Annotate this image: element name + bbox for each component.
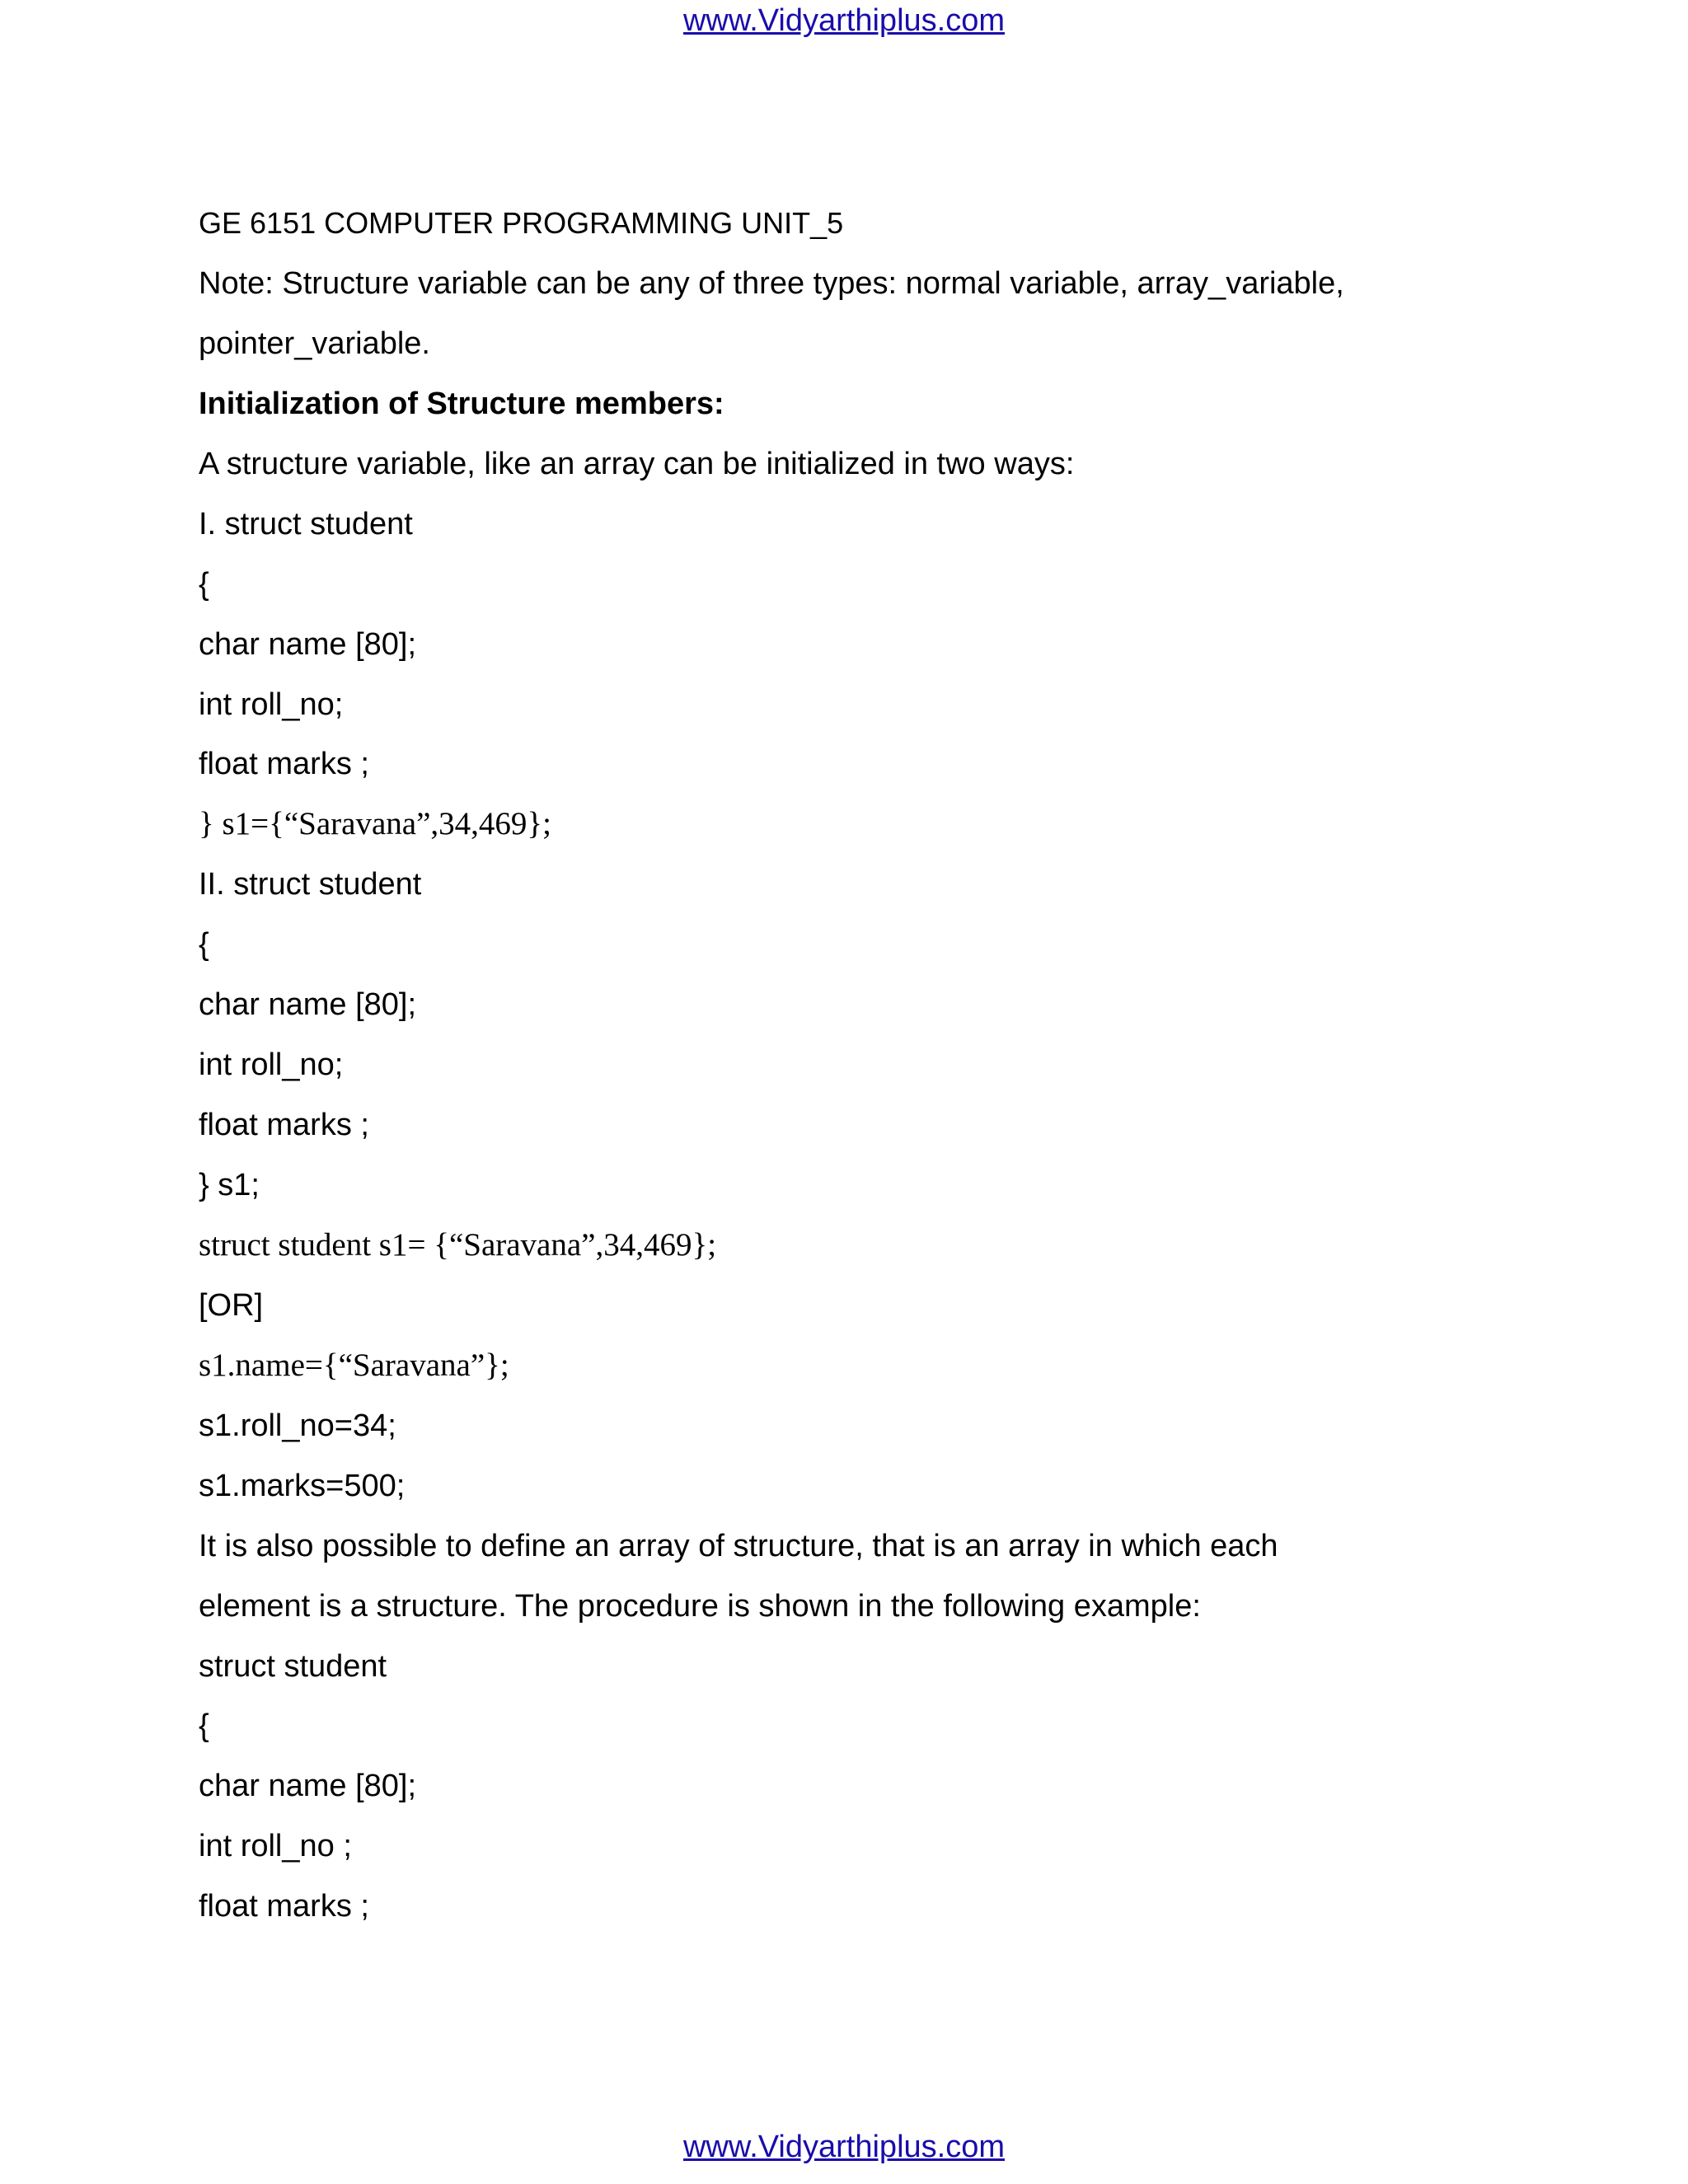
code-line: I. struct student (199, 506, 413, 541)
code-line: char name [80]; (199, 626, 417, 662)
code-line: int roll_no; (199, 687, 344, 722)
code-line: s1.marks=500; (199, 1468, 406, 1503)
text-line: [OR] (199, 1287, 264, 1323)
code-line: float marks ; (199, 1889, 369, 1924)
code-line: s1.roll_no=34; (199, 1408, 396, 1443)
code-line: II. struct student (199, 867, 422, 902)
footer-site-link[interactable]: www.Vidyarthiplus.com (682, 2130, 1005, 2164)
code-line: char name [80]; (199, 1769, 417, 1804)
code-line: { (199, 1708, 209, 1744)
header-site-link[interactable]: www.Vidyarthiplus.com (682, 3, 1005, 38)
code-line: float marks ; (199, 1108, 369, 1143)
code-line: { (199, 927, 209, 963)
note-line-2: pointer_variable. (199, 326, 430, 361)
code-line: struct student s1= {“Saravana”,34,469}; (199, 1226, 717, 1263)
text-line: element is a structure. The procedure is shown in the following example: (199, 1588, 1201, 1624)
code-line: int roll_no; (199, 1047, 344, 1083)
code-line: s1.name={“Saravana”}; (199, 1347, 509, 1383)
code-line: } s1={“Saravana”,34,469}; (199, 806, 551, 842)
course-header: GE 6151 COMPUTER PROGRAMMING UNIT_5 (199, 206, 844, 240)
text-line: It is also possible to define an array of structure, that is an array in which each (199, 1528, 1278, 1563)
code-line: int roll_no ; (199, 1829, 352, 1864)
code-line: char name [80]; (199, 987, 417, 1023)
document-body (199, 194, 1501, 1937)
code-line: { (199, 566, 209, 602)
section-heading: Initialization of Structure members: (199, 386, 724, 421)
note-line-1: Note: Structure variable can be any of three types: normal variable, array_variable, (199, 265, 1344, 301)
code-line: float marks ; (199, 747, 369, 782)
text-line: A structure variable, like an array can be initialized in two ways: (199, 446, 1075, 481)
code-line: } s1; (199, 1168, 260, 1202)
code-line: struct student (199, 1648, 387, 1684)
